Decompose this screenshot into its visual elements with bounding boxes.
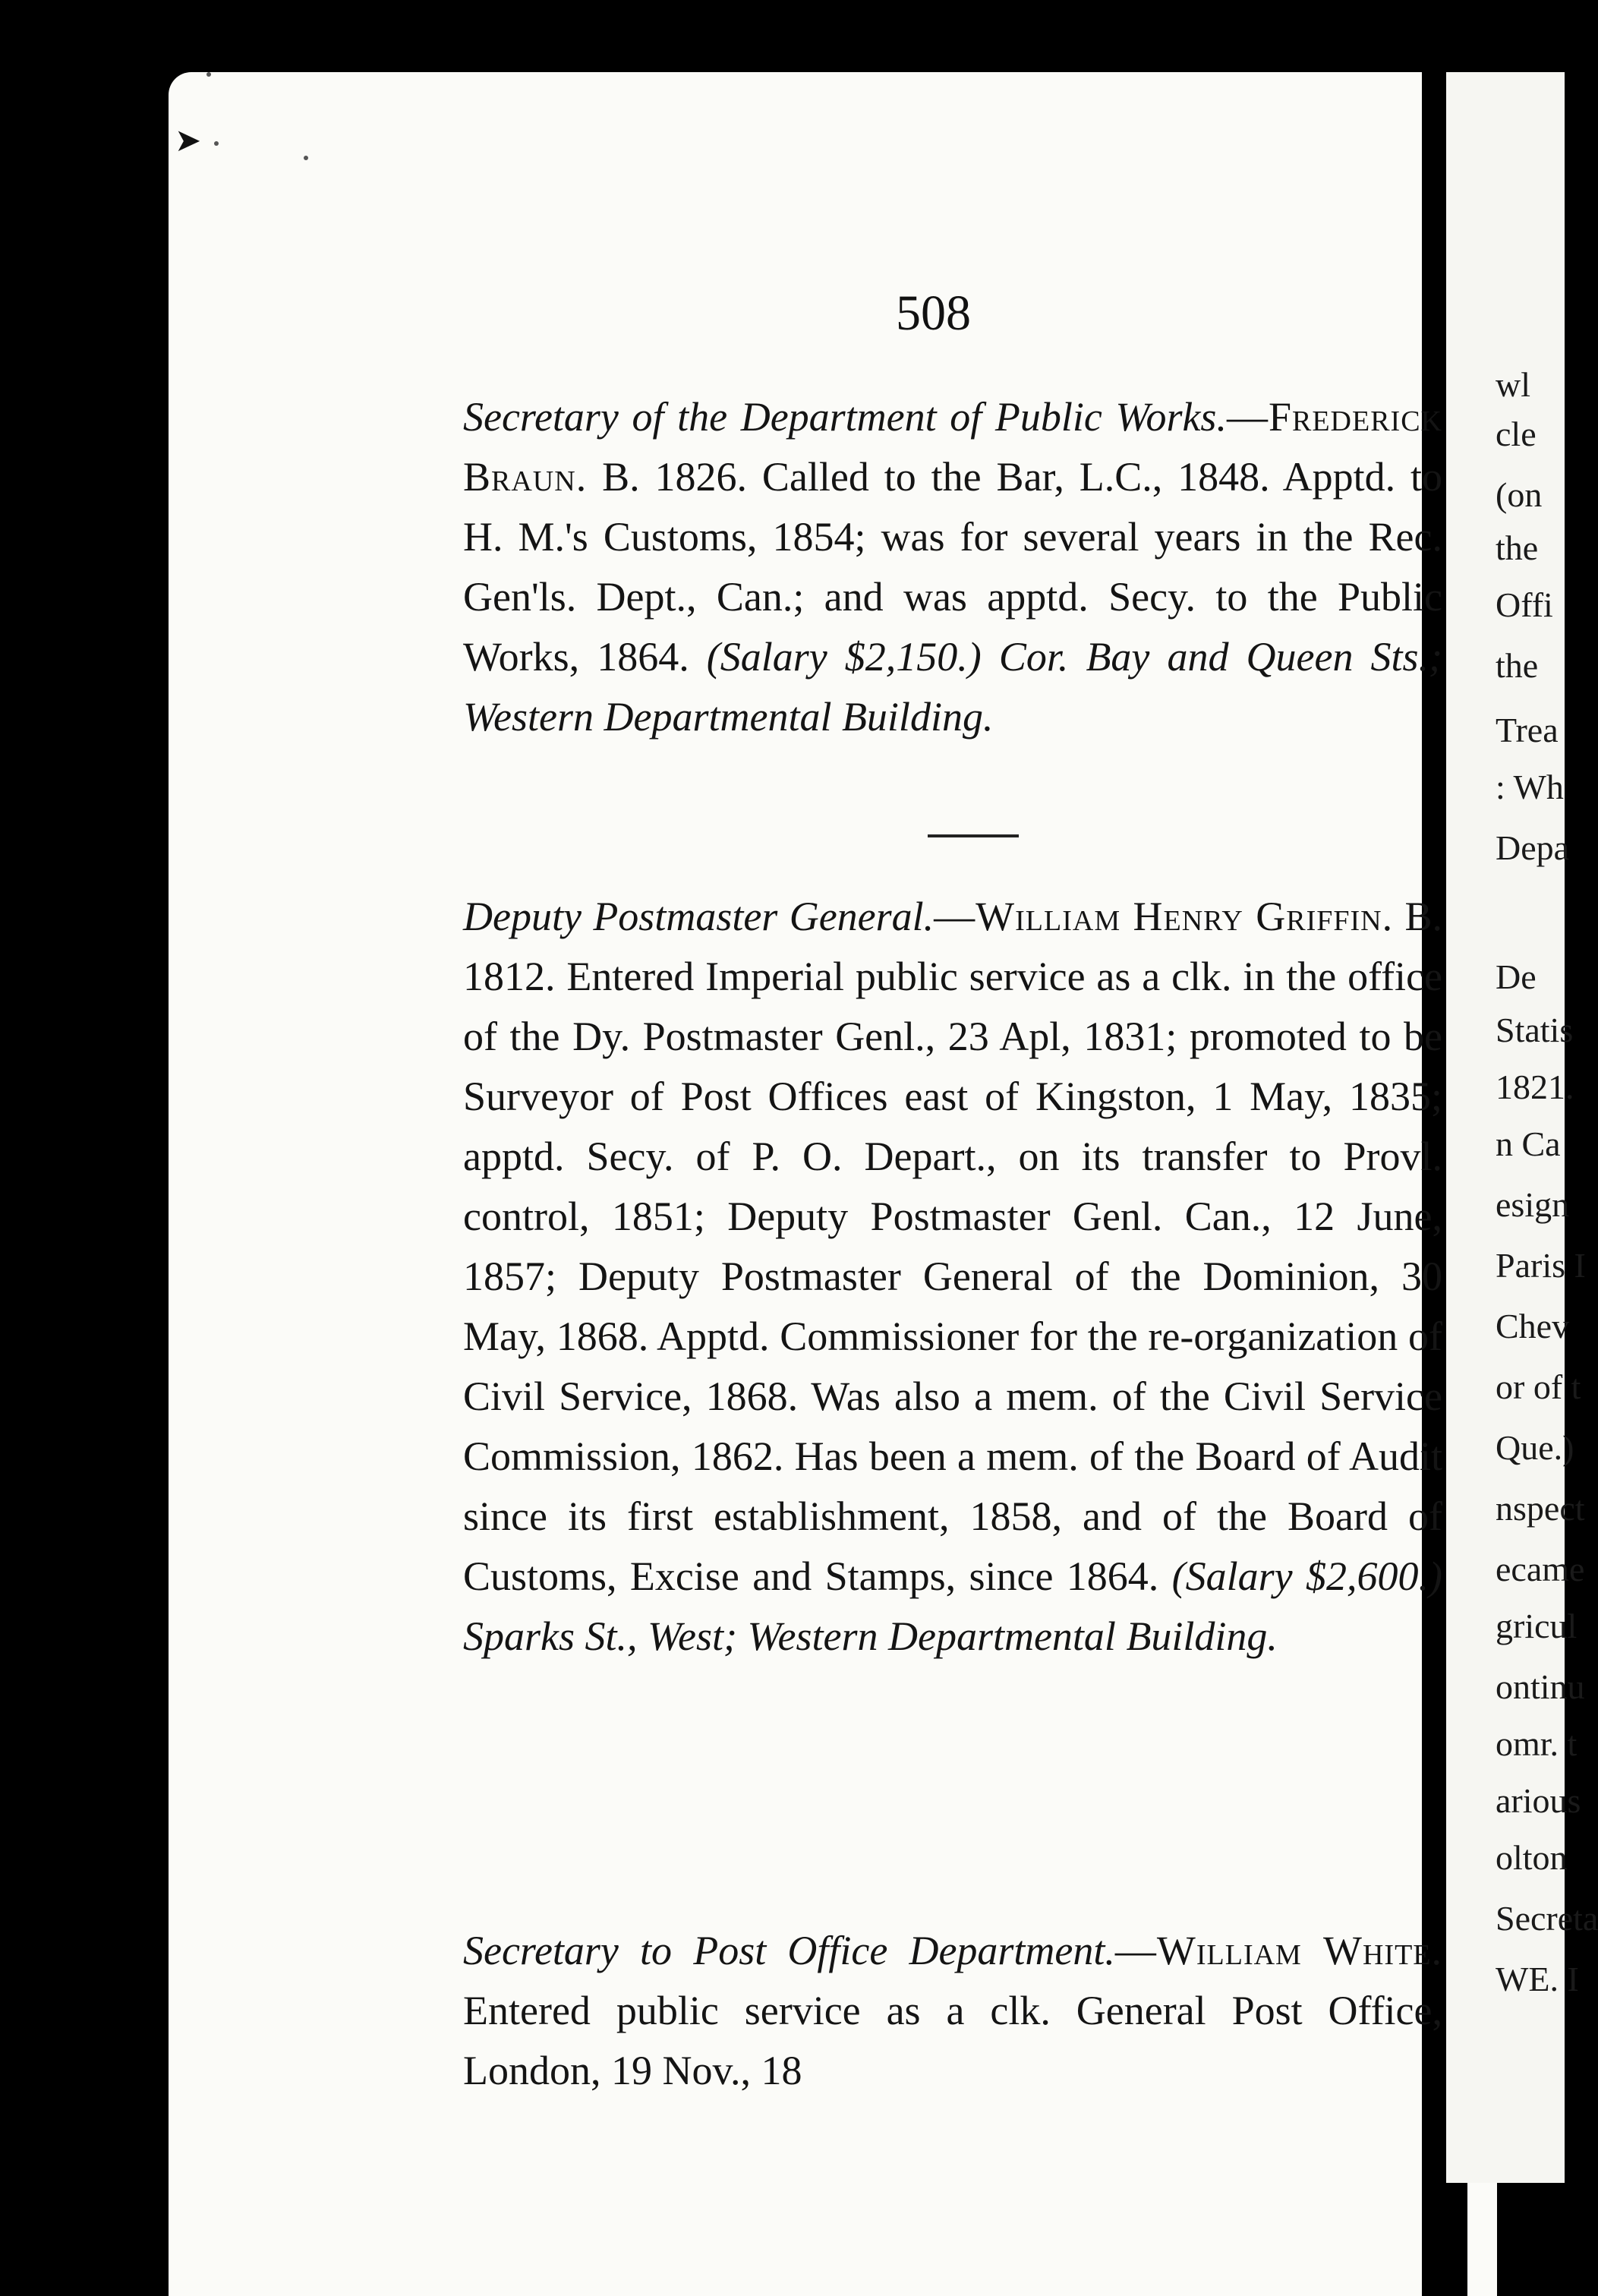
facing-page-line: the — [1496, 646, 1539, 685]
entry-heading: Secretary to Post Office Department. — [463, 1928, 1115, 1973]
facing-page-line: 1821. — [1496, 1068, 1574, 1106]
entry-name: —William White. — [1114, 1928, 1442, 1973]
speck — [206, 72, 211, 77]
entry-salary: (Salary $2,600.) — [1171, 1553, 1442, 1599]
entry-postmaster-general — [463, 887, 1442, 1667]
entry-salary: (Salary $2,150.) — [706, 634, 982, 680]
facing-page-line: n Ca — [1496, 1124, 1561, 1163]
entry-address: Sparks St., West; Western Departmental Building. — [463, 1613, 1278, 1659]
entry-body: Entered public service as a clk. General Post Office, London, 19 Nov., 18 — [463, 1988, 1442, 2093]
facing-page-line: esign — [1496, 1185, 1570, 1224]
facing-page-line: Depa — [1496, 828, 1570, 867]
facing-page-line: nspect — [1496, 1489, 1585, 1528]
facing-page-line: Chev — [1496, 1307, 1570, 1345]
facing-page-line: cle — [1496, 415, 1537, 453]
facing-page-line: omr. t — [1496, 1724, 1578, 1763]
facing-page-line: ontinu — [1496, 1667, 1585, 1706]
arrow-mark-icon: ➤ — [175, 121, 202, 159]
facing-page-line: or of t — [1496, 1367, 1581, 1406]
entry-body: B. 1812. Entered Imperial public service as a clk. in the office of the Dy. Postmaster Genl., 23 Apl, 1831; promoted to be Surveyor of Post Offices east of Kingston, 1 May, 1835; apptd. Secy. of P. O. Depart., on its transfer to Provl. control, 1851; Deputy Postmaster Genl. Can., 12 June, 1857; Deputy Postmaster General of the Dominion, 30 May, 1868. Apptd. Commissioner for the re-organization of Civil Service, 1868. Was also a mem. of the Civil Service Commission, 1862. Has been a mem. of the Board of Audit since its first establishment, 1858, and of the Board of Customs, Excise and Stamps, since 1864. — [463, 894, 1442, 1599]
facing-page-line: Offi — [1496, 585, 1553, 624]
facing-page-line: arious — [1496, 1781, 1581, 1820]
page-number: 508 — [896, 285, 971, 341]
entry-heading: Secretary of the Department of Public Works. — [463, 394, 1227, 440]
entry-address: Cor. Bay and Queen Sts.; Western Departmental Building. — [463, 634, 1443, 740]
speck — [214, 141, 219, 146]
facing-page-line: (on — [1496, 475, 1543, 514]
facing-page-line: Paris I — [1496, 1246, 1586, 1285]
speck — [304, 156, 308, 160]
entry-body: B. 1826. Called to the Bar, L.C., 1848. Apptd. to H. M.'s Customs, 1854; was for several years in the Rec. Gen'ls. Dept., Can.; and was apptd. Secy. to the Public Works, 1864. — [463, 454, 1442, 680]
facing-page-line: the — [1496, 528, 1539, 567]
entry-heading: Deputy Postmaster General. — [463, 894, 935, 939]
facing-page-line: : Wh — [1496, 768, 1564, 806]
facing-page-line: WE. I — [1496, 1960, 1579, 1998]
facing-page-line: gricul — [1496, 1607, 1578, 1645]
entry-post-office-secretary — [463, 1921, 1442, 2101]
facing-page-line: Secreta — [1496, 1899, 1598, 1938]
facing-page-line: Que.) — [1496, 1428, 1574, 1467]
facing-page-line: De — [1496, 957, 1537, 996]
facing-page-line: Trea — [1496, 711, 1559, 749]
entry-public-works — [463, 387, 1442, 747]
facing-page-line: olton — [1496, 1838, 1568, 1877]
facing-page-line: Statis — [1496, 1011, 1574, 1049]
section-divider — [928, 834, 1019, 837]
entry-name: —William Henry Griffin. — [934, 894, 1394, 939]
entry-name: —Frederick Braun. — [463, 394, 1442, 500]
facing-page-line: ecame — [1496, 1550, 1585, 1588]
facing-page-line: wl — [1496, 365, 1530, 404]
